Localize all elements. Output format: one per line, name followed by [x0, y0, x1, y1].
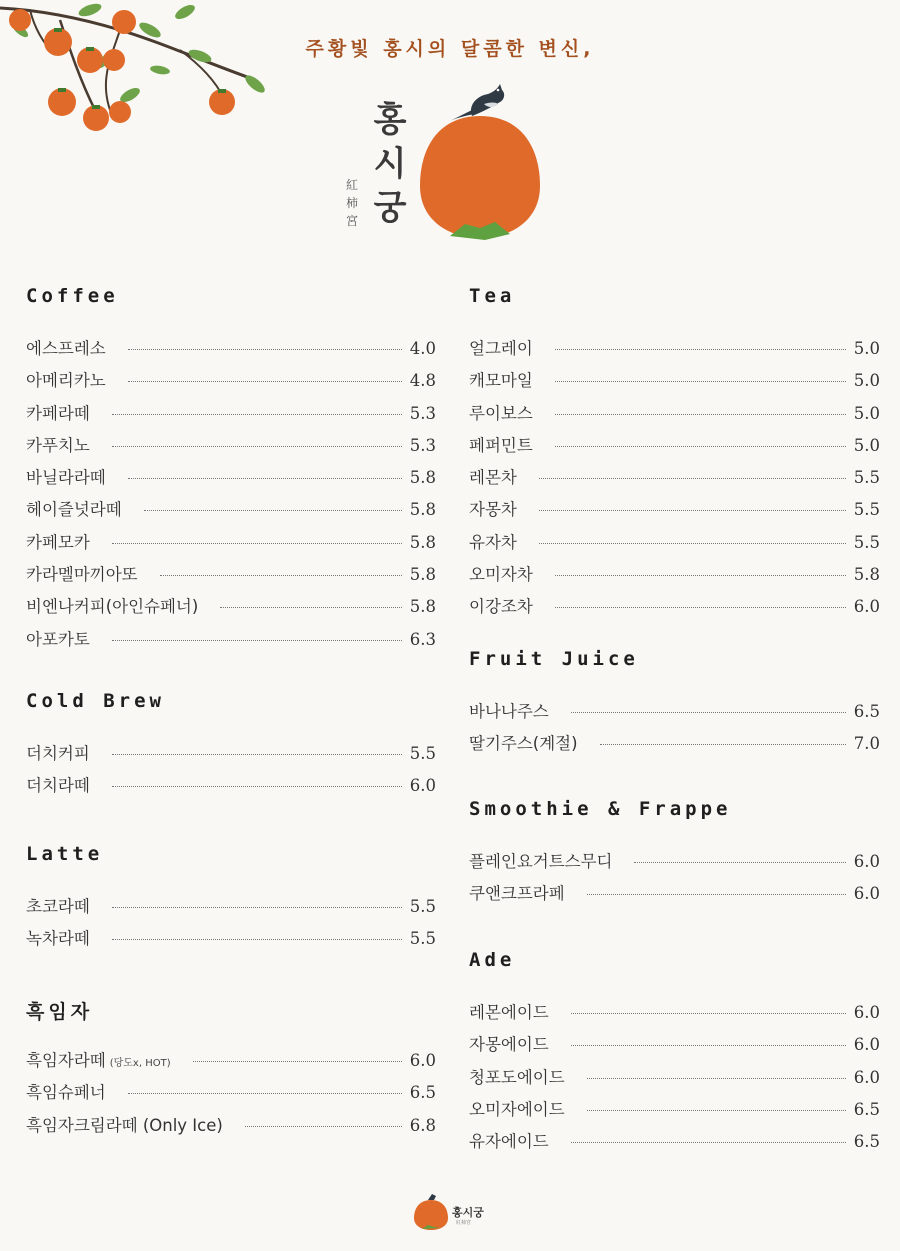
menu-item — [469, 730, 880, 762]
menu-item-name: 더치라떼 — [26, 776, 90, 796]
dot-leader — [128, 1093, 402, 1094]
menu-item — [469, 1128, 880, 1160]
menu-item-name: 루이보스 — [469, 403, 533, 423]
menu-item — [26, 335, 436, 367]
menu-item — [26, 400, 436, 432]
menu-item-price: 5.0 — [853, 339, 880, 358]
menu-section-tea — [469, 285, 880, 626]
dot-leader — [571, 1013, 846, 1014]
menu-item — [469, 432, 880, 464]
menu-item-price: 4.0 — [409, 339, 436, 358]
menu-item-list — [26, 335, 436, 658]
menu-item-price: 6.0 — [853, 1067, 880, 1087]
menu-item-name: 자몽차 — [469, 500, 517, 520]
brand-char: 홍 — [373, 100, 407, 140]
section-title: Ade — [469, 949, 516, 971]
menu-section-smoothie-frappe — [469, 798, 880, 913]
dot-leader — [193, 1061, 402, 1062]
menu-item-name: 카푸치노 — [26, 435, 90, 455]
menu-item-price: 5.0 — [853, 403, 880, 423]
menu-item-list — [469, 999, 880, 1160]
dot-leader — [112, 754, 402, 755]
menu-item-price: 5.8 — [853, 565, 880, 585]
dot-leader — [587, 1110, 846, 1111]
dot-leader — [128, 381, 402, 382]
menu-item-price: 6.0 — [853, 852, 880, 871]
menu-item-name: 레몬에이드 — [469, 1003, 549, 1022]
footer-brand-name: 홍시궁 — [452, 1206, 484, 1219]
hanja-char: 紅 — [345, 178, 358, 192]
menu-item-list — [26, 740, 436, 805]
menu-item-name: 이강조차 — [469, 597, 533, 617]
menu-item-name: 흑임자크림라떼 (Only Ice) — [26, 1115, 223, 1135]
dot-leader — [112, 939, 402, 940]
menu-item-price: 6.0 — [409, 776, 436, 796]
menu-item-price: 5.8 — [409, 532, 436, 552]
dot-leader — [160, 575, 402, 576]
menu-item-name: 아메리카노 — [26, 371, 106, 391]
menu-item-list — [469, 335, 880, 626]
dot-leader — [112, 414, 402, 415]
dot-leader — [112, 543, 402, 544]
section-title: Coffee — [26, 285, 119, 307]
dot-leader — [144, 510, 402, 511]
menu-item-price: 6.0 — [853, 1035, 880, 1055]
section-title: Cold Brew — [26, 690, 165, 712]
menu-item-list — [26, 893, 436, 958]
menu-item-name: 흑임자라떼 — [26, 1051, 106, 1070]
menu-item-price: 5.3 — [409, 403, 436, 423]
menu-item-name: 쿠앤크프라페 — [469, 884, 565, 904]
menu-section-coffee — [26, 285, 436, 658]
menu-item-list — [469, 698, 880, 763]
menu-item — [26, 1047, 436, 1079]
hanja-char: 柿 — [345, 196, 358, 210]
menu-section-fruit-juice — [469, 648, 880, 763]
menu-item-price: 5.5 — [409, 897, 436, 916]
menu-item-price: 5.8 — [409, 597, 436, 617]
menu-item-price: 5.8 — [409, 500, 436, 520]
menu-item-price: 5.8 — [409, 565, 436, 585]
menu-item-name: 바닐라라떼 — [26, 468, 106, 488]
menu-item-name: 플레인요거트스무디 — [469, 852, 613, 871]
menu-item-price: 6.5 — [409, 1083, 436, 1103]
menu-item — [469, 496, 880, 528]
menu-item-price: 6.0 — [409, 1051, 436, 1070]
menu-item-name: 더치커피 — [26, 744, 90, 763]
brand-hanja-vertical — [344, 176, 360, 230]
dot-leader — [112, 786, 402, 787]
menu-item-name: 청포도에이드 — [469, 1067, 565, 1087]
dot-leader — [555, 575, 846, 576]
menu-item-name: 카페모카 — [26, 532, 90, 552]
menu-item-price: 5.5 — [853, 532, 880, 552]
menu-item-price: 4.8 — [409, 371, 436, 391]
menu-item-price: 5.5 — [853, 500, 880, 520]
dot-leader — [555, 349, 846, 350]
menu-item — [469, 1064, 880, 1096]
dot-leader — [128, 478, 402, 479]
menu-item — [26, 464, 436, 496]
menu-section-latte — [26, 843, 436, 958]
menu-section-cold-brew — [26, 690, 436, 805]
menu-item — [469, 848, 880, 880]
menu-item — [469, 593, 880, 625]
menu-item-note: (당도x, HOT) — [109, 1058, 171, 1069]
menu-item — [469, 529, 880, 561]
menu-item-price: 6.5 — [853, 702, 880, 721]
dot-leader — [571, 1142, 846, 1143]
persimmon-icon — [410, 1190, 452, 1232]
persimmon-branch-illustration — [0, 0, 270, 140]
menu-item-price: 6.5 — [853, 1132, 880, 1152]
menu-item-list — [469, 848, 880, 913]
menu-item-price: 5.8 — [409, 468, 436, 488]
menu-item-name: 카라멜마끼아또 — [26, 565, 138, 585]
menu-item-name: 에스프레소 — [26, 339, 106, 358]
section-title: Tea — [469, 285, 516, 307]
menu-item — [469, 880, 880, 912]
dot-leader — [112, 446, 402, 447]
section-title: 흑임자 — [26, 1001, 94, 1023]
menu-item — [26, 925, 436, 957]
menu-item — [469, 561, 880, 593]
brand-name-vertical — [368, 98, 412, 230]
menu-item-name: 오미자차 — [469, 565, 533, 585]
menu-item-name: 녹차라떼 — [26, 929, 90, 949]
menu-item-price: 6.8 — [409, 1115, 436, 1135]
menu-item — [26, 772, 436, 804]
menu-item-price: 5.3 — [409, 435, 436, 455]
dot-leader — [634, 862, 845, 863]
dot-leader — [539, 510, 846, 511]
menu-item — [26, 1112, 436, 1144]
dot-leader — [112, 907, 402, 908]
footer-brand-hanja: 紅柿宮 — [456, 1220, 472, 1226]
menu-item-price: 6.0 — [853, 1003, 880, 1022]
menu-item-name: 페퍼민트 — [469, 435, 533, 455]
dot-leader — [555, 446, 846, 447]
menu-item-price: 6.3 — [409, 629, 436, 649]
menu-item-name: 카페라떼 — [26, 403, 90, 423]
menu-item — [469, 1096, 880, 1128]
menu-item — [26, 529, 436, 561]
menu-item-price: 5.5 — [853, 468, 880, 488]
dot-leader — [128, 349, 402, 350]
brand-char: 시 — [373, 144, 407, 184]
menu-item-name: 자몽에이드 — [469, 1035, 549, 1055]
menu-item — [26, 593, 436, 625]
menu-item-price: 5.0 — [853, 435, 880, 455]
dot-leader — [571, 1045, 846, 1046]
dot-leader — [587, 1078, 846, 1079]
menu-item-price: 5.5 — [409, 744, 436, 763]
menu-item-price: 6.0 — [853, 884, 880, 904]
menu-item — [26, 496, 436, 528]
menu-item-name: 아포카토 — [26, 629, 90, 649]
menu-item-price: 6.0 — [853, 597, 880, 617]
dot-leader — [112, 640, 402, 641]
section-title: Latte — [26, 843, 104, 865]
menu-item-name: 바나나주스 — [469, 702, 549, 721]
brand-char: 궁 — [373, 188, 407, 228]
section-title: Fruit Juice — [469, 648, 639, 670]
menu-section-ade — [469, 949, 880, 1160]
menu-item — [469, 400, 880, 432]
dot-leader — [220, 607, 401, 608]
slogan: 주황빛 홍시의 달콤한 변신, — [305, 38, 595, 60]
menu-item-name: 초코라떼 — [26, 897, 90, 916]
menu-item — [26, 432, 436, 464]
menu-item-name: 유자차 — [469, 532, 517, 552]
menu-item-name: 흑임슈페너 — [26, 1083, 106, 1103]
menu-item-list — [26, 1047, 436, 1144]
menu-item — [469, 999, 880, 1031]
persimmon-bird-logo — [410, 76, 550, 246]
dot-leader — [539, 478, 846, 479]
menu-item-price: 5.5 — [409, 929, 436, 949]
menu-item-name: 헤이즐넛라떼 — [26, 500, 122, 520]
dot-leader — [555, 607, 846, 608]
dot-leader — [555, 414, 846, 415]
dot-leader — [539, 543, 846, 544]
menu-item-name: 딸기주스(계절) — [469, 734, 578, 754]
menu-item — [469, 1031, 880, 1063]
dot-leader — [587, 894, 846, 895]
menu-item-price: 6.5 — [853, 1099, 880, 1119]
menu-item — [469, 698, 880, 730]
menu-item — [26, 740, 436, 772]
menu-item — [26, 561, 436, 593]
menu-item — [469, 367, 880, 399]
menu-item — [26, 1079, 436, 1111]
dot-leader — [555, 381, 846, 382]
menu-item-name: 캐모마일 — [469, 371, 533, 391]
menu-item-price: 5.0 — [853, 371, 880, 391]
menu-item — [26, 893, 436, 925]
menu-item-name: 비엔나커피(아인슈페너) — [26, 597, 199, 617]
menu-item — [469, 335, 880, 367]
dot-leader — [245, 1126, 402, 1127]
footer-logo — [410, 1186, 500, 1236]
dot-leader — [600, 744, 846, 745]
section-title: Smoothie & Frappe — [469, 798, 732, 820]
menu-item-name: 유자에이드 — [469, 1132, 549, 1152]
menu-item — [469, 464, 880, 496]
menu-item-price: 7.0 — [853, 734, 880, 754]
dot-leader — [571, 712, 846, 713]
menu-item-name: 얼그레이 — [469, 339, 533, 358]
menu-item-name: 오미자에이드 — [469, 1099, 565, 1119]
menu-item — [26, 367, 436, 399]
menu-item-name: 레몬차 — [469, 468, 517, 488]
menu-item — [26, 626, 436, 658]
menu-section-흑임자 — [26, 997, 436, 1144]
hanja-char: 宮 — [345, 214, 358, 228]
